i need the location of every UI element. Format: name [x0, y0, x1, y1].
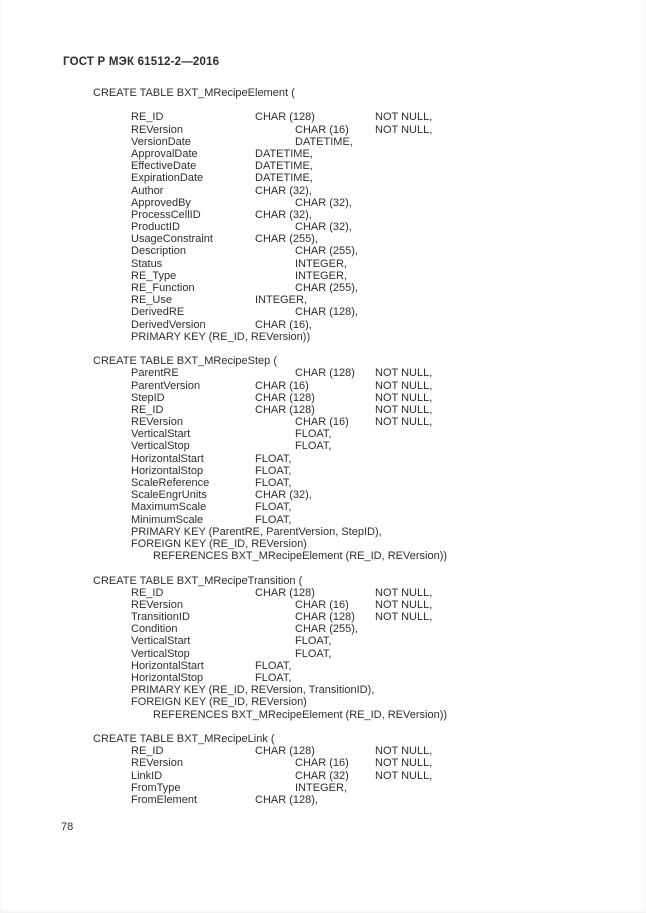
column-type: CHAR (128) [295, 367, 355, 380]
blank-line [0, 99, 646, 111]
column-definition-row [0, 258, 646, 270]
column-definition-row [0, 599, 646, 611]
create-table-statement: CREATE TABLE BXT_MRecipeElement ( [93, 87, 295, 99]
column-name: RE_Use [131, 294, 172, 307]
column-name: StepID [131, 391, 165, 404]
column-constraint: NOT NULL, [375, 769, 433, 782]
column-definition-row [0, 136, 646, 148]
column-definition-row [0, 757, 646, 769]
create-table-statement: CREATE TABLE BXT_MRecipeTransition ( [93, 574, 303, 587]
column-constraint: NOT NULL, [375, 391, 433, 404]
column-type: CHAR (32), [295, 221, 352, 234]
column-definition-row [0, 501, 646, 513]
column-name: ParentVersion [131, 379, 201, 392]
column-type: CHAR (32), [255, 184, 312, 197]
column-type: CHAR (16) [295, 416, 349, 429]
column-name: VerticalStop [131, 647, 190, 660]
column-name: Status [131, 257, 163, 270]
column-type: DATETIME, [295, 135, 353, 148]
column-type: CHAR (255), [295, 623, 358, 636]
column-name: DerivedVersion [131, 318, 206, 331]
key-clause-line: REFERENCES BXT_MRecipeElement (RE_ID, REVersion)) [153, 550, 448, 563]
column-definition-row [0, 440, 646, 452]
page-number: 78 [61, 821, 74, 833]
column-definition-row [0, 587, 646, 599]
column-name: FromElement [131, 793, 198, 806]
column-type: INTEGER, [295, 257, 347, 270]
column-definition-row [0, 380, 646, 392]
column-name: ProcessCellID [131, 208, 201, 221]
key-clause-line: PRIMARY KEY (ParentRE, ParentVersion, StepID), [131, 525, 382, 538]
column-name: RE_ID [131, 745, 164, 758]
sql-listing [0, 87, 646, 818]
column-definition-row [0, 623, 646, 635]
column-definition-row [0, 477, 646, 489]
column-name: REVersion [131, 757, 183, 770]
column-definition-row [0, 489, 646, 501]
column-type: CHAR (255), [295, 282, 358, 294]
column-definition-row [0, 635, 646, 647]
column-name: REVersion [131, 598, 183, 611]
column-definition-row [0, 782, 646, 794]
column-type: CHAR (128) [295, 611, 355, 624]
column-type: FLOAT, [255, 659, 292, 672]
column-definition-row [0, 794, 646, 806]
column-type: FLOAT, [295, 428, 332, 441]
column-name: MaximumScale [131, 501, 207, 514]
column-type: FLOAT, [295, 635, 332, 648]
column-type: INTEGER, [255, 294, 307, 307]
column-definition-row [0, 306, 646, 318]
column-name: Author [131, 184, 164, 197]
column-name: Description [131, 245, 187, 258]
column-name: ParentRE [131, 367, 179, 380]
column-definition-row [0, 770, 646, 782]
column-type: DATETIME, [255, 160, 313, 173]
column-name: EffectiveDate [131, 160, 197, 173]
column-definition-row [0, 514, 646, 526]
column-constraint: NOT NULL, [375, 367, 433, 380]
column-name: UsageConstraint [131, 233, 213, 246]
create-table-block-1 [0, 87, 646, 343]
doc-standard-number: ГОСТ Р МЭК 61512-2—2016 [63, 56, 220, 68]
column-definition-row [0, 282, 646, 294]
create-table-block-3 [0, 575, 646, 721]
key-clause-line: REFERENCES BXT_MRecipeElement (RE_ID, REVersion)) [153, 708, 448, 721]
column-constraint: NOT NULL, [375, 416, 433, 429]
column-name: MinimumScale [131, 513, 204, 526]
column-type: CHAR (32), [295, 196, 352, 209]
column-type: FLOAT, [255, 501, 292, 514]
column-type: CHAR (16) [295, 757, 349, 770]
column-definition-row [0, 648, 646, 660]
column-name: ScaleReference [131, 477, 210, 489]
column-type: FLOAT, [255, 464, 292, 477]
column-name: REVersion [131, 123, 183, 136]
column-type: CHAR (16), [255, 318, 312, 331]
column-name: ApprovedBy [131, 196, 191, 209]
column-name: ExpirationDate [131, 172, 204, 185]
column-definition-row [0, 404, 646, 416]
column-name: ApprovalDate [131, 147, 198, 160]
column-type: CHAR (32) [295, 769, 349, 782]
key-clause-line: PRIMARY KEY (RE_ID, REVersion)) [131, 330, 311, 343]
column-type: DATETIME, [255, 147, 313, 160]
column-definition-row [0, 428, 646, 440]
column-type: CHAR (128) [255, 111, 315, 124]
column-type: CHAR (128) [255, 745, 315, 758]
column-name: VersionDate [131, 135, 191, 148]
column-type: FLOAT, [255, 672, 292, 684]
column-name: RE_ID [131, 403, 164, 416]
column-definition-row [0, 745, 646, 757]
column-constraint: NOT NULL, [375, 379, 433, 392]
column-name: HorizontalStop [131, 464, 204, 477]
column-type: CHAR (16) [295, 123, 349, 136]
key-clause-line: FOREIGN KEY (RE_ID, REVersion) [131, 696, 307, 709]
column-type: CHAR (128) [255, 391, 315, 404]
column-definition-row [0, 221, 646, 233]
column-type: CHAR (128) [255, 586, 315, 599]
column-constraint: NOT NULL, [375, 403, 433, 416]
create-table-block-2 [0, 355, 646, 562]
column-definition-row [0, 111, 646, 123]
column-type: CHAR (128), [295, 306, 358, 319]
column-type: FLOAT, [255, 477, 292, 489]
column-definition-row [0, 611, 646, 623]
column-type: CHAR (255), [255, 233, 318, 246]
column-type: FLOAT, [255, 513, 292, 526]
key-clause-line: FOREIGN KEY (RE_ID, REVersion) [131, 537, 307, 550]
column-type: CHAR (128), [255, 793, 318, 806]
column-type: CHAR (32), [255, 489, 312, 502]
column-constraint: NOT NULL, [375, 757, 433, 770]
column-definition-row [0, 672, 646, 684]
column-definition-row [0, 660, 646, 672]
column-type: FLOAT, [295, 440, 332, 453]
column-definition-row [0, 416, 646, 428]
column-definition-row [0, 319, 646, 331]
column-name: HorizontalStart [131, 659, 204, 672]
column-constraint: NOT NULL, [375, 123, 433, 136]
column-constraint: NOT NULL, [375, 598, 433, 611]
column-name: VerticalStop [131, 440, 190, 453]
column-name: RE_Function [131, 282, 195, 294]
column-definition-row [0, 367, 646, 379]
column-name: DerivedRE [131, 306, 185, 319]
column-name: REVersion [131, 416, 183, 429]
column-definition-row [0, 185, 646, 197]
column-definition-row [0, 453, 646, 465]
column-type: DATETIME, [255, 172, 313, 185]
column-type: CHAR (32), [255, 208, 312, 221]
column-constraint: NOT NULL, [375, 611, 433, 624]
column-definition-row [0, 294, 646, 306]
column-definition-row [0, 465, 646, 477]
column-constraint: NOT NULL, [375, 745, 433, 758]
column-type: CHAR (16) [295, 598, 349, 611]
column-name: VerticalStart [131, 635, 191, 648]
column-name: LinkID [131, 769, 163, 782]
column-definition-row [0, 172, 646, 184]
column-definition-row [0, 160, 646, 172]
column-name: ScaleEngrUnits [131, 489, 207, 502]
column-name: ProductID [131, 221, 180, 234]
column-type: CHAR (255), [295, 245, 358, 258]
column-type: CHAR (16) [255, 379, 309, 392]
column-name: Condition [131, 623, 178, 636]
column-definition-row [0, 233, 646, 245]
create-table-statement: CREATE TABLE BXT_MRecipeLink ( [93, 732, 275, 745]
column-name: TransitionID [131, 611, 190, 624]
column-definition-row [0, 209, 646, 221]
column-name: RE_ID [131, 586, 164, 599]
column-type: FLOAT, [295, 647, 332, 660]
column-name: VerticalStart [131, 428, 191, 441]
column-definition-row [0, 270, 646, 282]
column-type: INTEGER, [295, 781, 347, 794]
column-constraint: NOT NULL, [375, 111, 433, 124]
column-name: HorizontalStart [131, 452, 204, 465]
column-constraint: NOT NULL, [375, 586, 433, 599]
column-type: CHAR (128) [255, 403, 315, 416]
column-name: RE_ID [131, 111, 164, 124]
create-table-block-4 [0, 733, 646, 806]
column-definition-row [0, 245, 646, 257]
column-name: FromType [131, 781, 181, 794]
column-name: RE_Type [131, 269, 177, 282]
column-definition-row [0, 124, 646, 136]
key-clause-line: PRIMARY KEY (RE_ID, REVersion, TransitionID), [131, 684, 375, 697]
column-definition-row [0, 197, 646, 209]
column-definition-row [0, 392, 646, 404]
create-table-statement: CREATE TABLE BXT_MRecipeStep ( [93, 355, 278, 368]
column-type: FLOAT, [255, 452, 292, 465]
column-type: INTEGER, [295, 269, 347, 282]
column-name: HorizontalStop [131, 672, 204, 684]
column-definition-row [0, 148, 646, 160]
